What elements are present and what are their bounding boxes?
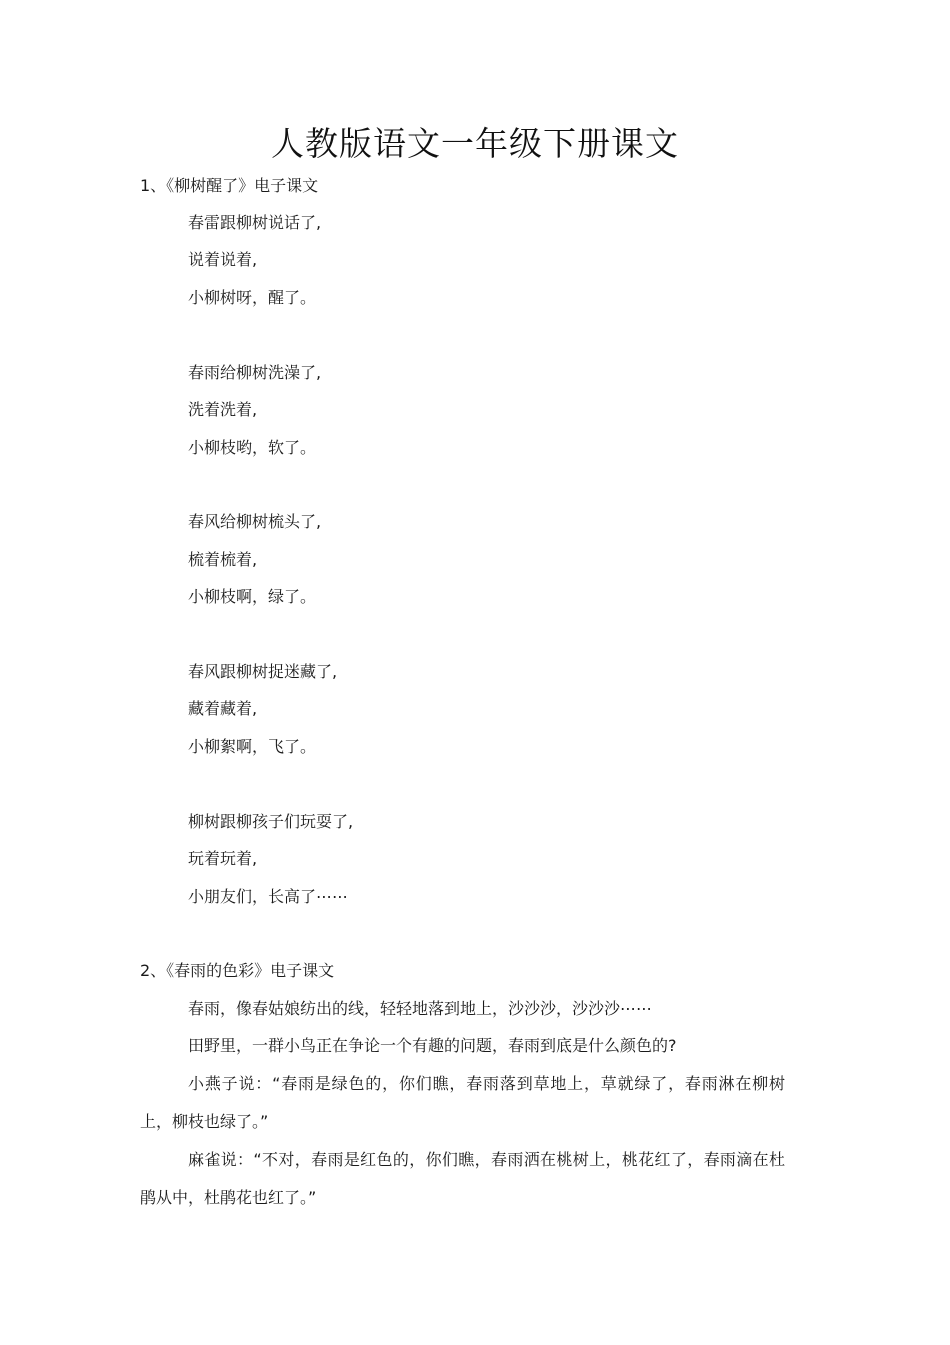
- poem-line: 春风跟柳树捉迷藏了,: [188, 662, 338, 681]
- poem-line: 小柳树呀，醒了。: [188, 288, 317, 307]
- poem-line: 柳树跟柳孩子们玩耍了,: [188, 812, 354, 831]
- paragraph: 春雨，像春姑娘纺出的线，轻轻地落到地上，沙沙沙，沙沙沙⋯⋯: [188, 999, 653, 1018]
- poem-line: 玩着玩着,: [188, 849, 258, 868]
- poem-line: 说着说着,: [188, 250, 258, 269]
- poem-line: 春雷跟柳树说话了,: [188, 213, 322, 232]
- paragraph: 田野里，一群小鸟正在争论一个有趣的问题，春雨到底是什么颜色的?: [188, 1036, 677, 1055]
- paragraph: 小燕子说：“春雨是绿色的，你们瞧，春雨落到草地上，草就绿了，春雨淋在柳树上，柳枝也绿了。”: [140, 1074, 785, 1131]
- poem-line: 小柳枝哟，软了。: [188, 438, 317, 457]
- poem-line: 小朋友们，长高了⋯⋯: [188, 887, 349, 906]
- poem-line: 小柳絮啊，飞了。: [188, 737, 317, 756]
- page-title: 人教版语文一年级下册课文: [271, 124, 679, 163]
- poem-line: 春风给柳树梳头了,: [188, 512, 322, 531]
- section-2-heading: 2、《春雨的色彩》电子课文: [140, 961, 335, 980]
- poem-line: 洗着洗着,: [188, 400, 258, 419]
- poem-line: 梳着梳着,: [188, 550, 258, 569]
- poem-line: 藏着藏着,: [188, 699, 258, 718]
- poem-line: 春雨给柳树洗澡了,: [188, 363, 322, 382]
- section-1-heading: 1、《柳树醒了》电子课文: [140, 176, 319, 195]
- paragraph: 麻雀说：“不对，春雨是红色的，你们瞧，春雨洒在桃树上，桃花红了，春雨滴在杜鹃从中，杜鹃花也红了。”: [140, 1150, 785, 1207]
- poem-line: 小柳枝啊，绿了。: [188, 587, 317, 606]
